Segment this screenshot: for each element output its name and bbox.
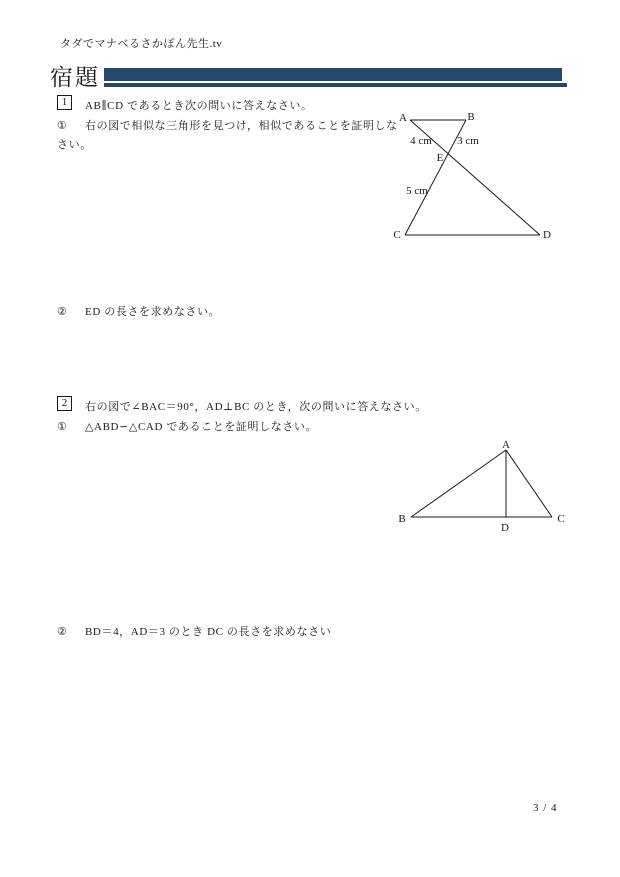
problem2-question2-text: BD＝4，AD＝3 のとき DC の長さを求めなさい xyxy=(85,626,332,638)
problem1-number: 1 xyxy=(61,96,68,108)
problem1-number-box xyxy=(57,95,72,110)
problem2-question2 xyxy=(57,623,331,639)
figure2-segment-AC xyxy=(506,450,552,517)
figure1-vertex-label-D: D xyxy=(543,229,551,241)
figure2-vertex-label-B: B xyxy=(398,513,406,525)
figure2-vertex-label-C: C xyxy=(557,513,565,525)
figure1-measure-AE: 4 cm xyxy=(410,135,432,147)
title-bar-thick xyxy=(104,68,562,81)
problem1-figure xyxy=(393,108,553,243)
problem2-figure xyxy=(393,438,578,538)
problem2-question2-marker: ② xyxy=(57,626,67,638)
problem2-statement: 右の図で∠BAC＝90°，AD⊥BC のとき，次の問いに答えなさい。 xyxy=(85,401,427,413)
problem1-question1-line2: さい。 xyxy=(57,139,92,151)
figure1-vertex-label-B: B xyxy=(467,111,475,123)
site-name: タダでマナベるさかぽん先生.tv xyxy=(60,38,223,50)
page-title: 宿題 xyxy=(50,65,100,90)
problem1-question1-text: 右の図で相似な三角形を見つけ，相似であることを証明しな xyxy=(85,120,398,132)
figure2-vertex-label-D: D xyxy=(501,522,509,534)
figure1-vertex-label-E: E xyxy=(436,152,444,164)
page-number: 3 / 4 xyxy=(533,802,558,814)
figure1-vertex-label-C: C xyxy=(393,229,401,241)
problem2-question1-text: △ABD∽△CAD であることを証明しなさい。 xyxy=(85,421,318,433)
problem1-question1-line1 xyxy=(57,117,398,133)
problem1-question2 xyxy=(57,303,220,319)
figure1-vertex-label-A: A xyxy=(399,112,407,124)
figure2-segment-BA xyxy=(411,450,506,517)
figure1-measure-BE: 3 cm xyxy=(457,135,479,147)
problem2-question1-marker: ① xyxy=(57,421,67,433)
figure1-measure-EC: 5 cm xyxy=(406,185,428,197)
figure2-vertex-label-A: A xyxy=(502,439,510,451)
problem2-number: 2 xyxy=(61,397,68,409)
problem1-statement: AB∥CD であるとき次の問いに答えなさい。 xyxy=(85,100,313,112)
problem2-number-box xyxy=(57,396,72,411)
problem1-question2-text: ED の長さを求めなさい。 xyxy=(85,306,221,318)
title-bar-thin xyxy=(104,83,567,87)
problem1-question2-marker: ② xyxy=(57,306,67,318)
problem1-question1-marker: ① xyxy=(57,120,67,132)
problem2-question1 xyxy=(57,418,317,434)
